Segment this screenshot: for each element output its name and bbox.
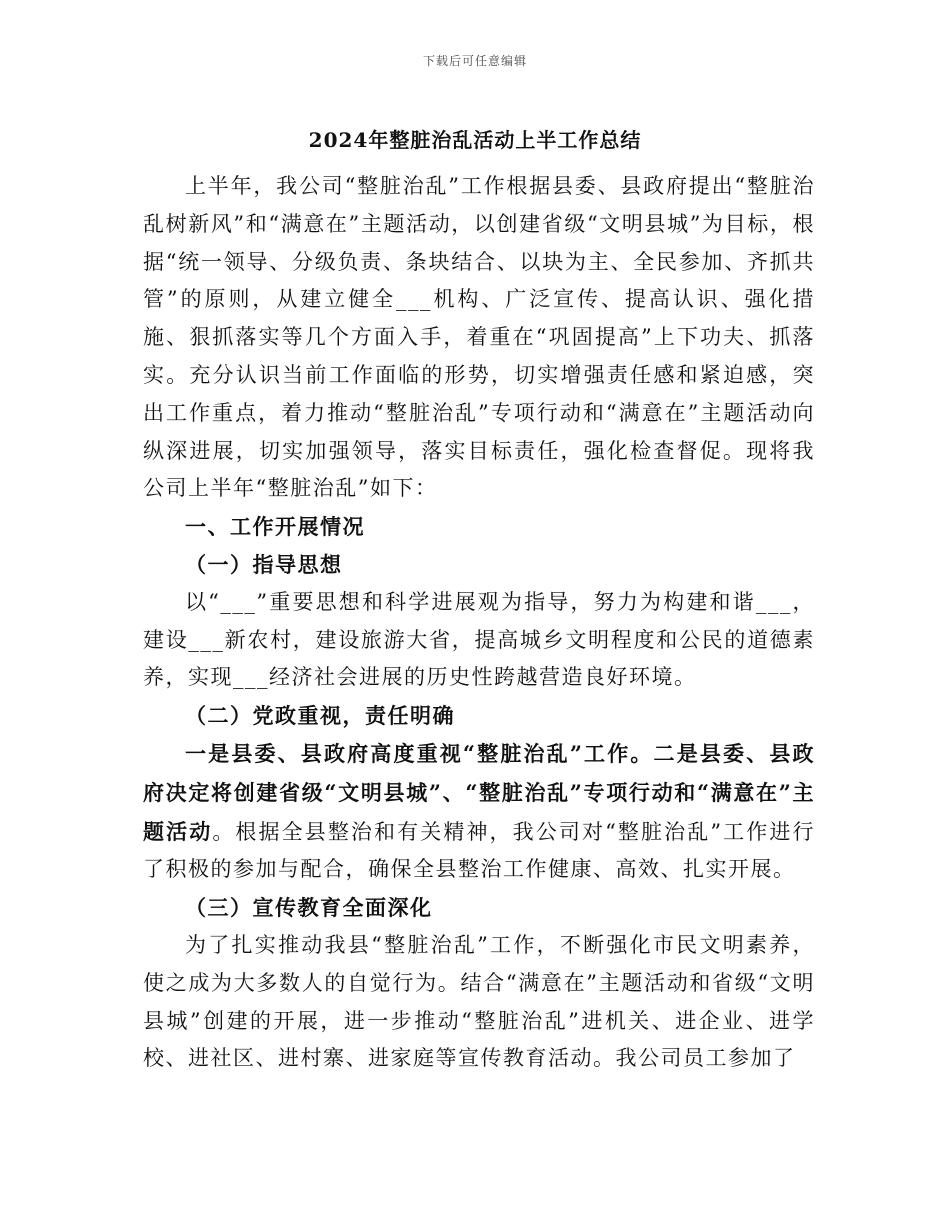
party-attention-bold-text: 一是县委、县政府高度重视“整脏治乱”工作。二是县委、县政府决定将创建省级“文明县城”、“整脏治乱”专项行动和“满意在”主题活动 — [143, 740, 815, 844]
party-attention-text: 。根据全县整治和有关精神，我公司对“整脏治乱”工作进行了积极的参加与配合，确保全县整治工作健康、高效、扎实开展。 — [143, 819, 815, 882]
document-title: 2024年整脏治乱活动上半工作总结 — [308, 128, 642, 152]
intro-paragraph: 上半年，我公司“整脏治乱”工作根据县委、县政府提出“整脏治乱树新风”和“满意在”主题活动，以创建省级“文明县城”为目标，根据“统一领导、分级负责、条块结合、以块为主、全民参加、齐抓共管”的原则，从建立健全___机构、广泛宣传、提高认识、强化措施、狠抓落实等几个方面入手，着重在“巩固提高”上下功夫、抓落实。充分认识当前工作面临的形势，切实增强责任感和紧迫感，突出工作重点，着力推动“整脏治乱”专项行动和“满意在”主题活动向纵深进展，切实加强领导，落实目标责任，强化检查督促。现将我公司上半年“整脏治乱”如下： — [143, 174, 815, 501]
header-note: 下载后可任意编辑 — [422, 54, 527, 68]
section-heading-work: 一、工作开展情况 — [185, 514, 365, 540]
document-body — [143, 168, 815, 1078]
subsection-heading-guiding-ideology: （一）指导思想 — [185, 551, 343, 577]
publicity-paragraph: 为了扎实推动我县“整脏治乱”工作，不断强化市民文明素养，使之成为大多数人的自觉行为。结合“满意在”主题活动和省级“文明县城”创建的开展，进一步推动“整脏治乱”进机关、进企业、进学校、进社区、进村寨、进家庭等宣传教育活动。我公司员工参加了 — [143, 932, 815, 1071]
guiding-ideology-paragraph: 以“___”重要思想和科学进展观为指导，努力为构建和谐___，建设___新农村，建设旅游大省，提高城乡文明程度和公民的道德素养，实现___经济社会进展的历史性跨越营造良好环境。 — [143, 589, 815, 690]
party-attention-paragraph — [143, 735, 815, 889]
subsection-heading-publicity: （三）宣传教育全面深化 — [185, 895, 433, 921]
subsection-heading-party-attention: （二）党政重视，责任明确 — [185, 703, 455, 729]
